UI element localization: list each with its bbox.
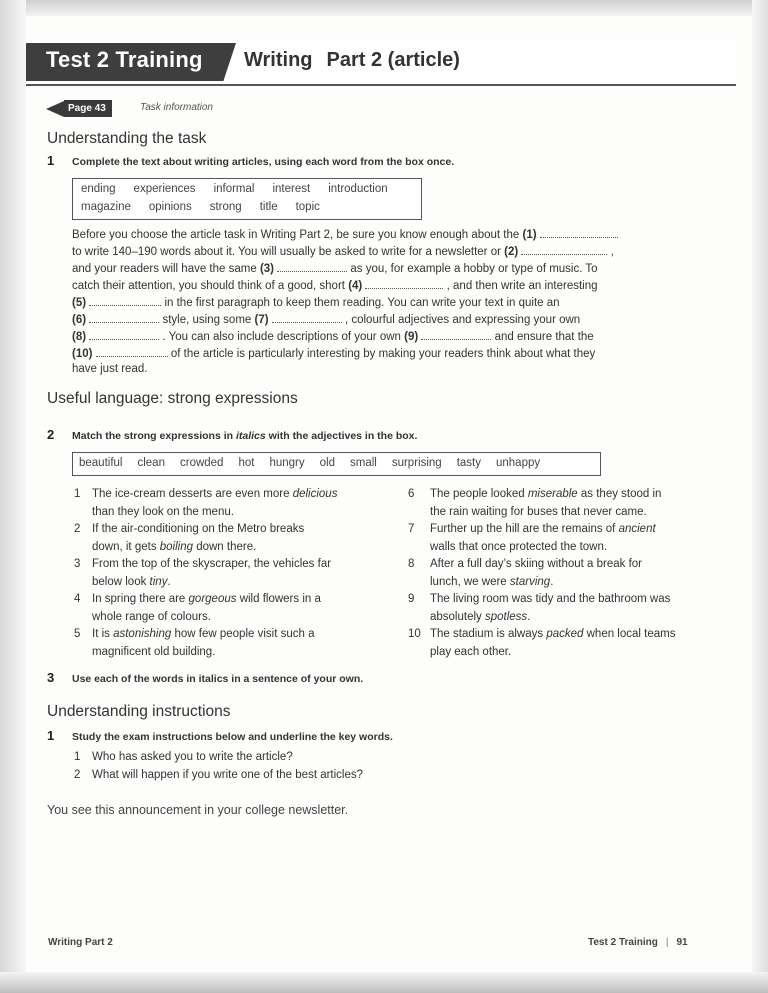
text-line bbox=[72, 329, 594, 343]
text-segment: in the first paragraph to keep them reading. You can write your text in quite an bbox=[161, 297, 560, 309]
text-segment: of the article is particularly interesting by making your readers think about what they bbox=[167, 348, 596, 360]
word-box bbox=[72, 178, 422, 220]
scan-edge-left bbox=[0, 0, 26, 993]
expression-item bbox=[74, 556, 394, 591]
word-option: strong bbox=[209, 201, 242, 213]
question-item bbox=[74, 767, 474, 785]
page-number: 91 bbox=[676, 937, 688, 948]
item-line bbox=[430, 521, 728, 539]
word-option: informal bbox=[213, 183, 255, 195]
adjective-option: crowded bbox=[179, 457, 224, 469]
exercise-number: 1 bbox=[47, 728, 55, 743]
page-subtitle bbox=[244, 49, 460, 72]
word-option: magazine bbox=[81, 201, 131, 213]
text-segment: below look bbox=[92, 575, 150, 588]
item-line bbox=[92, 591, 394, 609]
text-segment: , and then write an interesting bbox=[443, 280, 598, 292]
text-segment: and your readers will have the same bbox=[72, 263, 260, 275]
strong-expression: miserable bbox=[527, 488, 578, 500]
part-name: Part 2 (article) bbox=[326, 49, 460, 71]
text-segment: If the air-conditioning on the Metro breaks bbox=[92, 523, 305, 535]
expression-item bbox=[74, 626, 394, 661]
item-number: 6 bbox=[408, 488, 415, 500]
footer-right bbox=[588, 937, 688, 948]
item-number: 10 bbox=[408, 628, 421, 640]
strong-expression: ancient bbox=[618, 523, 656, 535]
text-segment: It is bbox=[92, 628, 114, 640]
text-line bbox=[72, 278, 598, 292]
item-number: 3 bbox=[74, 558, 81, 570]
gap-number: (6) bbox=[72, 314, 87, 326]
item-line bbox=[92, 644, 394, 662]
item-number: 1 bbox=[74, 751, 81, 763]
item-number: 2 bbox=[74, 768, 81, 781]
question-text: What will happen if you write one of the best articles? bbox=[92, 768, 364, 781]
gap-blank bbox=[89, 312, 159, 323]
scan-edge-bottom bbox=[0, 972, 768, 993]
question-text: Who has asked you to write the article? bbox=[92, 751, 293, 763]
item-line bbox=[430, 504, 728, 522]
adjective-option: hot bbox=[238, 457, 255, 469]
text-segment: . bbox=[527, 610, 531, 623]
adjective-option: beautiful bbox=[79, 457, 123, 469]
word-option: interest bbox=[272, 183, 311, 195]
gap-blank bbox=[277, 261, 347, 272]
section-heading-useful-language: Useful language: strong expressions bbox=[47, 390, 298, 407]
text-segment: wild flowers in a bbox=[236, 593, 321, 605]
expression-item bbox=[408, 486, 728, 521]
item-number: 9 bbox=[408, 593, 415, 605]
text-segment: , bbox=[607, 246, 614, 258]
text-segment: . bbox=[550, 575, 554, 588]
word-option: opinions bbox=[148, 201, 192, 213]
text-segment: . You can also include descriptions of your own bbox=[159, 331, 405, 343]
section-name: Writing bbox=[244, 49, 313, 71]
strong-expression: spotless bbox=[484, 610, 528, 623]
footer-test-name: Test 2 Training bbox=[588, 937, 658, 948]
page-reference-tag bbox=[46, 100, 112, 117]
item-line bbox=[92, 504, 394, 522]
item-line bbox=[92, 574, 394, 592]
expression-item bbox=[408, 521, 728, 556]
adjective-option: surprising bbox=[391, 457, 442, 469]
page-reference-label: Page 43 bbox=[64, 100, 112, 117]
gap-blank bbox=[272, 312, 342, 323]
item-number: 5 bbox=[74, 628, 81, 640]
exercise-instruction: Study the exam instructions below and underline the key words. bbox=[72, 731, 393, 743]
arrow-left-icon bbox=[46, 101, 64, 117]
item-line bbox=[92, 556, 394, 574]
exercise-instruction: Use each of the words in italics in a sentence of your own. bbox=[72, 673, 364, 685]
expression-item bbox=[408, 626, 728, 661]
strong-expression: starving bbox=[509, 575, 551, 588]
item-number: 1 bbox=[74, 488, 81, 500]
header-divider bbox=[26, 84, 736, 86]
expression-item bbox=[408, 591, 728, 626]
text-segment: down there. bbox=[193, 540, 257, 553]
item-line bbox=[430, 591, 728, 609]
adjective-option: old bbox=[319, 457, 335, 469]
text-segment: down, it gets bbox=[92, 540, 160, 553]
adjective-option: unhappy bbox=[495, 457, 541, 469]
text-segment: . bbox=[167, 575, 171, 588]
questions-list bbox=[74, 749, 474, 784]
adjective-option: tasty bbox=[456, 457, 481, 469]
strong-expression: boiling bbox=[159, 540, 194, 553]
task-information-note: Task information bbox=[140, 102, 213, 113]
text-segment: lunch, we were bbox=[430, 575, 510, 588]
expression-item bbox=[74, 486, 394, 521]
item-line bbox=[430, 539, 728, 557]
text-line bbox=[72, 261, 598, 275]
adjective-word-box bbox=[72, 452, 601, 476]
item-line bbox=[92, 539, 394, 557]
text-line bbox=[72, 244, 614, 258]
word-option: introduction bbox=[328, 183, 388, 195]
expressions-list-left bbox=[74, 486, 394, 661]
gap-number: (4) bbox=[348, 280, 363, 292]
question-item bbox=[74, 749, 474, 767]
text-segment: as you, for example a hobby or type of music. To bbox=[347, 263, 598, 275]
strong-expression: tiny bbox=[149, 575, 168, 588]
expression-item bbox=[408, 556, 728, 591]
text-segment: The ice-cream desserts are even more bbox=[92, 488, 293, 500]
footer-separator: | bbox=[665, 937, 669, 948]
exercise-instruction: Match the strong expressions in italics with the adjectives in the box. bbox=[72, 430, 418, 442]
section-heading-understanding-instructions: Understanding instructions bbox=[47, 703, 231, 720]
strong-expression: astonishing bbox=[113, 628, 172, 640]
gap-blank bbox=[96, 346, 168, 357]
scan-edge-right bbox=[752, 0, 768, 993]
text-line bbox=[72, 346, 595, 360]
text-segment: when local teams bbox=[583, 628, 676, 640]
strong-expression: delicious bbox=[292, 488, 338, 500]
adjective-option: hungry bbox=[269, 457, 305, 469]
word-option: title bbox=[259, 201, 278, 213]
text-segment: magnificent old building. bbox=[92, 645, 216, 658]
item-number: 7 bbox=[408, 523, 415, 535]
gap-number: (1) bbox=[522, 229, 537, 241]
footer-section: Writing Part 2 bbox=[48, 937, 113, 948]
exercise-number: 1 bbox=[47, 153, 55, 168]
item-line bbox=[430, 609, 728, 627]
gap-blank bbox=[365, 278, 443, 289]
gap-number: (5) bbox=[72, 297, 87, 309]
text-segment: whole range of colours. bbox=[92, 610, 211, 623]
adjective-option: clean bbox=[137, 457, 165, 469]
exercise-number: 2 bbox=[47, 427, 55, 442]
item-number: 2 bbox=[74, 523, 81, 535]
text-segment: The people looked bbox=[430, 488, 528, 500]
gap-blank bbox=[540, 227, 618, 238]
text-segment: to write 140–190 words about it. You will usually be asked to write for a newsletter or bbox=[72, 246, 505, 258]
text-segment: absolutely bbox=[430, 610, 485, 623]
word-option: ending bbox=[81, 183, 116, 195]
text-segment: The living room was tidy and the bathroom was bbox=[430, 593, 671, 605]
text-segment: walls that once protected the town. bbox=[430, 540, 608, 553]
item-line bbox=[92, 626, 394, 644]
section-heading-understanding-task: Understanding the task bbox=[47, 130, 207, 147]
text-line bbox=[72, 227, 618, 241]
item-line bbox=[430, 626, 728, 644]
strong-expression: packed bbox=[546, 628, 584, 640]
gap-blank bbox=[89, 329, 159, 340]
gap-blank bbox=[421, 329, 491, 340]
item-number: 4 bbox=[74, 593, 81, 605]
gap-number: (7) bbox=[254, 314, 269, 326]
gap-number: (9) bbox=[404, 331, 419, 343]
item-line bbox=[92, 609, 394, 627]
text-segment: catch their attention, you should think of a good, short bbox=[72, 280, 349, 292]
item-line bbox=[430, 644, 728, 662]
text-segment: than they look on the menu. bbox=[92, 505, 234, 518]
text-segment: , colourful adjectives and expressing your own bbox=[341, 314, 581, 326]
text-line bbox=[72, 295, 560, 309]
text-segment: In spring there are bbox=[92, 593, 189, 605]
text-segment: From the top of the skyscraper, the vehicles far bbox=[92, 558, 332, 570]
exercise-number: 3 bbox=[47, 670, 55, 685]
gap-number: (10) bbox=[72, 348, 93, 360]
text-segment: The stadium is always bbox=[430, 628, 547, 640]
item-number: 8 bbox=[408, 558, 415, 570]
text-segment: have just read. bbox=[72, 363, 148, 375]
text-segment: the rain waiting for buses that never came. bbox=[430, 505, 647, 518]
gap-number: (2) bbox=[504, 246, 519, 258]
text-segment: After a full day’s skiing without a break for bbox=[430, 558, 643, 570]
exercise-instruction: Complete the text about writing articles, using each word from the box once. bbox=[72, 156, 455, 168]
gap-blank bbox=[521, 244, 607, 255]
item-line bbox=[430, 574, 728, 592]
item-line bbox=[92, 521, 394, 539]
gap-number: (3) bbox=[259, 263, 274, 275]
item-line bbox=[92, 486, 394, 504]
gap-blank bbox=[89, 295, 161, 306]
text-segment: and ensure that the bbox=[491, 331, 594, 343]
strong-expression: gorgeous bbox=[188, 593, 237, 605]
expression-item bbox=[74, 591, 394, 626]
page-title: Test 2 Training bbox=[46, 47, 203, 72]
expression-item bbox=[74, 521, 394, 556]
text-line bbox=[72, 312, 580, 326]
item-line bbox=[430, 486, 728, 504]
word-option: topic bbox=[295, 201, 320, 213]
text-segment: Further up the hill are the remains of bbox=[430, 523, 619, 535]
scan-edge-top bbox=[0, 0, 768, 16]
text-segment: as they stood in bbox=[577, 488, 662, 500]
word-option: experiences bbox=[133, 183, 196, 195]
text-segment: play each other. bbox=[430, 645, 512, 658]
text-segment: style, using some bbox=[159, 314, 255, 326]
announcement-text: You see this announcement in your college newsletter. bbox=[47, 803, 349, 817]
gap-number: (8) bbox=[72, 331, 87, 343]
text-segment: how few people visit such a bbox=[171, 628, 315, 640]
adjective-option: small bbox=[349, 457, 377, 469]
expressions-list-right bbox=[408, 486, 728, 661]
text-line bbox=[72, 363, 147, 375]
item-line bbox=[430, 556, 728, 574]
text-segment: Before you choose the article task in Writing Part 2, be sure you know enough about the bbox=[72, 229, 523, 241]
